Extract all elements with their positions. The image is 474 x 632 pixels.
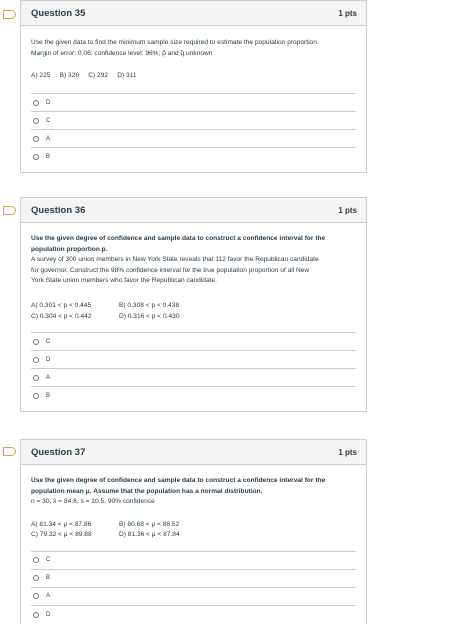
choice-a: A) 225: [31, 72, 51, 80]
answer-option[interactable]: [31, 552, 356, 570]
answer-option[interactable]: [31, 130, 356, 148]
answer-option[interactable]: [31, 94, 356, 112]
answer-option[interactable]: [31, 351, 356, 369]
radio-button[interactable]: [33, 612, 39, 618]
question-instruction: Use the given degree of confidence and sample data to construct a confidence interval for the population mean μ. Assume that the population has a normal distribution.: [31, 477, 326, 495]
answer-option[interactable]: [31, 112, 356, 130]
answer-option[interactable]: [31, 588, 356, 606]
radio-button[interactable]: [33, 575, 39, 581]
answer-options: [31, 551, 356, 624]
radio-button[interactable]: [33, 593, 39, 599]
flag-question-icon[interactable]: [3, 10, 16, 19]
radio-button[interactable]: [33, 118, 39, 124]
question-header: [21, 440, 366, 465]
option-label: A: [46, 135, 51, 142]
question-card-35: [20, 0, 367, 173]
question-title: Question 37: [31, 446, 86, 458]
answer-options: [31, 332, 356, 405]
option-label: B: [46, 154, 51, 161]
choice-d: D) 311: [117, 72, 137, 80]
question-header: [21, 198, 366, 223]
option-label: D: [46, 356, 51, 363]
stem-line: n = 30, x̄ = 84.6, s = 10.5, 90% confidence: [31, 498, 155, 506]
question-points: 1 pts: [338, 8, 357, 18]
option-label: C: [46, 338, 51, 345]
answer-choices: [31, 301, 356, 322]
question-title: Question 35: [31, 7, 86, 19]
flag-question-icon[interactable]: [3, 447, 16, 456]
choice-c: C) 79.32 < μ < 89.88: [31, 531, 92, 539]
answer-options: [31, 93, 356, 166]
option-label: A: [46, 593, 51, 600]
option-label: B: [46, 575, 51, 582]
choice-a: A) 0.301 < p < 0.445: [31, 301, 92, 309]
stem-line: Use the given data to find the minimum sample size required to estimate the population proportion.: [31, 39, 319, 46]
radio-button[interactable]: [33, 375, 39, 381]
question-instruction: Use the given degree of confidence and sample data to construct a confidence interval for the population proportion p.: [31, 235, 326, 253]
question-card-37: [20, 439, 367, 624]
question-title: Question 36: [31, 204, 86, 216]
question-stem: [31, 38, 356, 59]
option-label: C: [46, 557, 51, 564]
radio-button[interactable]: [33, 339, 39, 345]
radio-button[interactable]: [33, 393, 39, 399]
answer-option[interactable]: [31, 369, 356, 387]
option-label: D: [46, 99, 51, 106]
question-stem: [31, 497, 356, 508]
question-card-36: [20, 197, 367, 412]
choice-c: C) 0.304 < p < 0.442: [31, 312, 92, 320]
choice-a: A) 81.34 < μ < 87.86: [31, 520, 92, 528]
choice-b: B) 0.308 < p < 0.438: [119, 301, 180, 309]
stem-line: Margin of error: 0.06; confidence level: 96%; p̂ and q̂ unknown: [31, 49, 213, 57]
question-stem: [31, 255, 356, 287]
radio-button[interactable]: [33, 557, 39, 563]
stem-line: York State union members who favor the Republican candidate.: [31, 277, 217, 285]
answer-choices: [31, 520, 356, 541]
question-points: 1 pts: [338, 205, 357, 215]
answer-option[interactable]: [31, 570, 356, 588]
option-label: C: [46, 117, 51, 124]
radio-button[interactable]: [33, 100, 39, 106]
choice-d: D) 0.316 < p < 0.430: [119, 312, 180, 320]
choice-d: D) 81.36 < μ < 87.84: [119, 531, 180, 539]
option-label: B: [46, 393, 51, 400]
question-header: [21, 1, 366, 26]
stem-line: A survey of 300 union members in New York State reveals that 112 favor the Republican candidate: [31, 256, 319, 264]
radio-button[interactable]: [33, 154, 39, 160]
answer-option[interactable]: [31, 606, 356, 624]
answer-option[interactable]: [31, 333, 356, 351]
option-label: A: [46, 374, 51, 381]
flag-question-icon[interactable]: [3, 206, 16, 215]
radio-button[interactable]: [33, 357, 39, 363]
stem-line: for governor. Construct the 98% confidence interval for the true population proportion of all New: [31, 266, 310, 274]
answer-option[interactable]: [31, 148, 356, 166]
choice-b: B) 80.68 < μ < 88.52: [119, 520, 180, 528]
choice-c: C) 292: [88, 72, 109, 80]
question-points: 1 pts: [338, 447, 357, 457]
choice-b: B) 326: [59, 72, 80, 80]
option-label: D: [46, 611, 51, 618]
answer-choices: [31, 71, 356, 81]
radio-button[interactable]: [33, 136, 39, 142]
answer-option[interactable]: [31, 387, 356, 405]
